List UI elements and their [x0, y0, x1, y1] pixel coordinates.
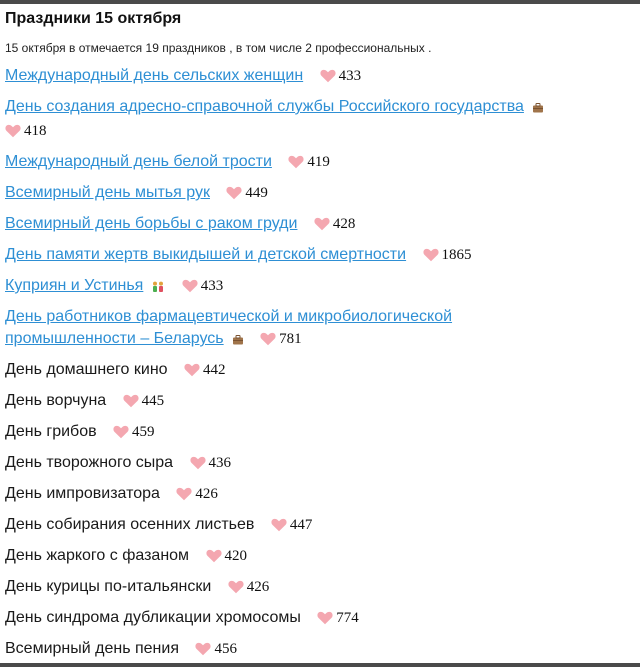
people-icon	[151, 278, 165, 290]
holiday-item[interactable]	[5, 182, 630, 204]
heart-icon[interactable]	[226, 185, 242, 199]
like-counter[interactable]	[423, 244, 472, 266]
holiday-name: День синдрома дубликации хромосомы	[5, 609, 301, 626]
top-border	[0, 0, 640, 4]
like-count: 428	[332, 216, 356, 232]
like-count: 433	[338, 68, 362, 84]
holiday-name: День импровизатора	[5, 485, 160, 502]
like-count: 426	[246, 579, 270, 595]
holiday-item	[5, 483, 630, 505]
heart-icon[interactable]	[123, 393, 139, 407]
holiday-name: День домашнего кино	[5, 361, 168, 378]
like-counter[interactable]	[184, 359, 226, 381]
holiday-item[interactable]	[5, 275, 630, 297]
briefcase-icon	[232, 331, 244, 343]
heart-icon[interactable]	[260, 331, 276, 345]
heart-icon[interactable]	[176, 486, 192, 500]
holiday-name: День курицы по-итальянски	[5, 578, 212, 595]
like-counter[interactable]	[317, 607, 359, 629]
like-counter[interactable]	[288, 151, 330, 173]
like-count: 418	[24, 123, 47, 139]
holiday-item[interactable]	[5, 213, 630, 235]
like-counter[interactable]	[5, 120, 630, 142]
holidays-panel	[5, 9, 630, 669]
heart-icon[interactable]	[5, 123, 21, 137]
like-counter[interactable]	[176, 483, 218, 505]
bottom-border	[0, 663, 640, 667]
heart-icon[interactable]	[317, 610, 333, 624]
heart-icon[interactable]	[184, 362, 200, 376]
holiday-name: День жаркого с фазаном	[5, 547, 190, 564]
like-count: 774	[336, 610, 359, 626]
holiday-link[interactable]: День создания адресно-справочной службы Российского государства	[5, 98, 524, 115]
holiday-item[interactable]	[5, 151, 630, 173]
heart-icon[interactable]	[288, 154, 304, 168]
like-count: 781	[279, 331, 302, 347]
page-title: Праздники 15 октября	[5, 10, 182, 27]
like-count: 433	[200, 278, 224, 294]
heart-icon[interactable]	[320, 68, 336, 82]
like-counter[interactable]	[226, 182, 268, 204]
holiday-item	[5, 638, 630, 660]
holiday-link[interactable]: Международный день белой трости	[5, 153, 272, 170]
holiday-item	[5, 514, 630, 536]
like-count: 1865	[441, 247, 472, 263]
holiday-link[interactable]: День памяти жертв выкидышей и детской смертности	[5, 246, 407, 263]
heart-icon[interactable]	[271, 517, 287, 531]
heart-icon[interactable]	[228, 579, 244, 593]
like-counter[interactable]	[320, 65, 362, 87]
holiday-item	[5, 359, 630, 381]
holiday-item[interactable]	[5, 244, 630, 266]
briefcase-icon	[532, 99, 544, 111]
heart-icon[interactable]	[206, 548, 222, 562]
holiday-link[interactable]: Всемирный день борьбы с раком груди	[5, 215, 298, 232]
like-counter[interactable]	[228, 576, 270, 598]
holiday-link[interactable]: Всемирный день мытья рук	[5, 184, 210, 201]
like-count: 447	[289, 517, 313, 533]
holiday-item	[5, 545, 630, 567]
holiday-item	[5, 576, 630, 598]
holiday-link[interactable]: Международный день сельских женщин	[5, 67, 304, 84]
holiday-link[interactable]: Куприян и Устинья	[5, 277, 144, 294]
like-count: 456	[214, 641, 237, 657]
holiday-name: День ворчуна	[5, 392, 107, 409]
like-counter[interactable]	[182, 275, 224, 297]
holiday-name: День творожного сыра	[5, 454, 174, 471]
holiday-item	[5, 390, 630, 412]
like-counter[interactable]	[190, 452, 232, 474]
holiday-item	[5, 452, 630, 474]
heart-icon[interactable]	[190, 455, 206, 469]
holiday-name: День грибов	[5, 423, 97, 440]
holiday-list	[5, 65, 630, 660]
holidays-summary: 15 октября в отмечается 19 праздников , в том числе 2 профессиональных .	[5, 41, 432, 55]
heart-icon[interactable]	[182, 278, 198, 292]
like-counter[interactable]	[271, 514, 313, 536]
holiday-item[interactable]	[5, 96, 630, 142]
holiday-item	[5, 607, 630, 629]
like-counter[interactable]	[206, 545, 248, 567]
holiday-item[interactable]	[5, 306, 630, 350]
like-count: 436	[208, 455, 232, 471]
holiday-item	[5, 421, 630, 443]
like-count: 442	[203, 362, 226, 378]
holiday-link[interactable]: День работников фармацевтической и микробиологической промышленности – Беларусь	[5, 308, 453, 347]
like-counter[interactable]	[195, 638, 237, 660]
heart-icon[interactable]	[195, 641, 211, 655]
holiday-name: День собирания осенних листьев	[5, 516, 255, 533]
like-counter[interactable]	[314, 213, 356, 235]
like-count: 459	[132, 424, 155, 440]
like-count: 449	[245, 185, 268, 201]
heart-icon[interactable]	[423, 247, 439, 261]
like-counter[interactable]	[113, 421, 155, 443]
like-count: 426	[195, 486, 218, 502]
like-counter[interactable]	[260, 328, 302, 350]
heart-icon[interactable]	[113, 424, 129, 438]
heart-icon[interactable]	[314, 216, 330, 230]
like-counter[interactable]	[123, 390, 165, 412]
like-count: 445	[141, 393, 165, 409]
like-count: 420	[224, 548, 248, 564]
holiday-name: Всемирный день пения	[5, 640, 179, 657]
like-count: 419	[307, 154, 330, 170]
holiday-item[interactable]	[5, 65, 630, 87]
